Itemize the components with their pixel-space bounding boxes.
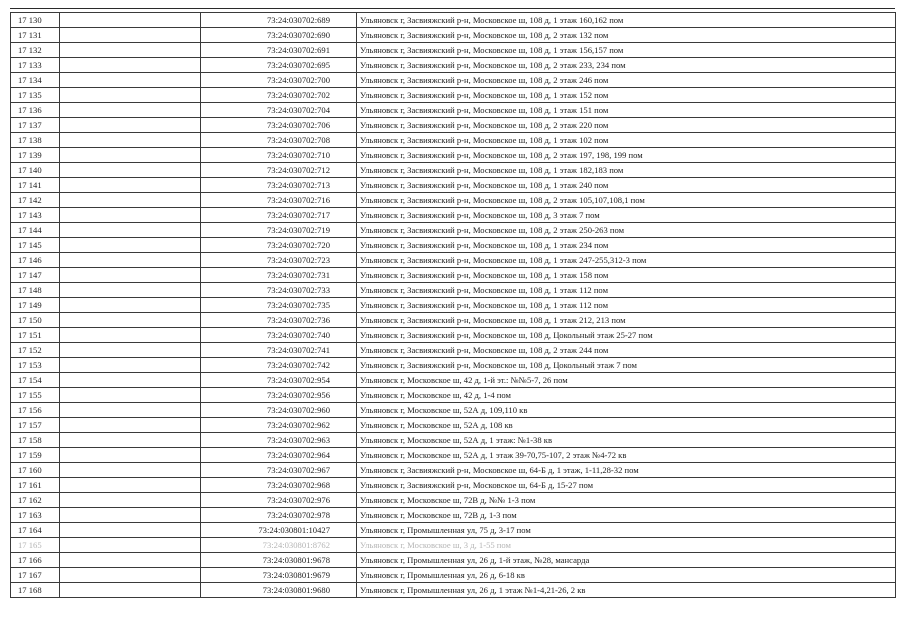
cadastral-number-cell: 73:24:030801:9680: [201, 583, 357, 598]
cadastral-number-cell: 73:24:030702:968: [201, 478, 357, 493]
address-cell: Ульяновск г, Засвияжский р-н, Московское ш, 108 д, 2 этаж 246 пом: [357, 73, 896, 88]
table-row: [11, 538, 896, 553]
address-cell: Ульяновск г, Московское ш, 52А д, 1 этаж 39-70,75-107, 2 этаж №4-72 кв: [357, 448, 896, 463]
empty-cell: [60, 253, 201, 268]
row-number-cell: 17 152: [11, 343, 60, 358]
cadastral-number-cell: 73:24:030702:719: [201, 223, 357, 238]
cadastral-number-cell: 73:24:030702:964: [201, 448, 357, 463]
cadastral-number-cell: 73:24:030702:741: [201, 343, 357, 358]
row-number-cell: 17 133: [11, 58, 60, 73]
cadastral-number-cell: 73:24:030801:9679: [201, 568, 357, 583]
row-number-cell: 17 164: [11, 523, 60, 538]
empty-cell: [60, 88, 201, 103]
table-row: [11, 358, 896, 373]
empty-cell: [60, 403, 201, 418]
address-cell: Ульяновск г, Засвияжский р-н, Московское ш, 108 д, 3 этаж 7 пом: [357, 208, 896, 223]
row-number-cell: 17 134: [11, 73, 60, 88]
address-cell: Ульяновск г, Московское ш, 42 д, 1-4 пом: [357, 388, 896, 403]
table-row: [11, 298, 896, 313]
table-row: [11, 388, 896, 403]
table-row: [11, 313, 896, 328]
property-registry-sheet: [10, 12, 896, 598]
row-number-cell: 17 143: [11, 208, 60, 223]
address-cell: Ульяновск г, Московское ш, 42 д, 1-й эт.: №№5-7, 26 пом: [357, 373, 896, 388]
address-cell: Ульяновск г, Промышленная ул, 75 д, 3-17 пом: [357, 523, 896, 538]
cadastral-number-cell: 73:24:030702:731: [201, 268, 357, 283]
table-row: [11, 463, 896, 478]
cadastral-number-cell: 73:24:030702:702: [201, 88, 357, 103]
table-row: [11, 523, 896, 538]
cadastral-number-cell: 73:24:030702:710: [201, 148, 357, 163]
empty-cell: [60, 208, 201, 223]
table-row: [11, 478, 896, 493]
table-row: [11, 553, 896, 568]
address-cell: Ульяновск г, Засвияжский р-н, Московское ш, 108 д, 2 этаж 132 пом: [357, 28, 896, 43]
cadastral-number-cell: 73:24:030702:740: [201, 328, 357, 343]
row-number-cell: 17 135: [11, 88, 60, 103]
address-cell: Ульяновск г, Засвияжский р-н, Московское ш, 108 д, 1 этаж 112 пом: [357, 283, 896, 298]
empty-cell: [60, 343, 201, 358]
cadastral-number-cell: 73:24:030702:720: [201, 238, 357, 253]
row-number-cell: 17 150: [11, 313, 60, 328]
empty-cell: [60, 118, 201, 133]
empty-cell: [60, 313, 201, 328]
cadastral-number-cell: 73:24:030801:9678: [201, 553, 357, 568]
address-cell: Ульяновск г, Засвияжский р-н, Московское ш, 108 д, 1 этаж 212, 213 пом: [357, 313, 896, 328]
row-number-cell: 17 141: [11, 178, 60, 193]
cadastral-number-cell: 73:24:030702:706: [201, 118, 357, 133]
address-cell: Ульяновск г, Засвияжский р-н, Московское ш, 108 д, 1 этаж 234 пом: [357, 238, 896, 253]
table-row: [11, 283, 896, 298]
empty-cell: [60, 103, 201, 118]
table-row: [11, 268, 896, 283]
address-cell: Ульяновск г, Промышленная ул, 26 д, 1-й этаж, №28, мансарда: [357, 553, 896, 568]
cadastral-number-cell: 73:24:030702:689: [201, 13, 357, 28]
cadastral-number-cell: 73:24:030702:691: [201, 43, 357, 58]
address-cell: Ульяновск г, Засвияжский р-н, Московское ш, 108 д, 2 этаж 197, 198, 199 пом: [357, 148, 896, 163]
property-registry-table: [10, 12, 896, 598]
table-row: [11, 343, 896, 358]
empty-cell: [60, 553, 201, 568]
cadastral-number-cell: 73:24:030702:742: [201, 358, 357, 373]
row-number-cell: 17 159: [11, 448, 60, 463]
address-cell: Ульяновск г, Засвияжский р-н, Московское ш, 108 д, 2 этаж 250-263 пом: [357, 223, 896, 238]
empty-cell: [60, 28, 201, 43]
row-number-cell: 17 149: [11, 298, 60, 313]
cadastral-number-cell: 73:24:030702:700: [201, 73, 357, 88]
address-cell: Ульяновск г, Засвияжский р-н, Московское ш, 108 д, 2 этаж 244 пом: [357, 343, 896, 358]
cadastral-number-cell: 73:24:030702:713: [201, 178, 357, 193]
row-number-cell: 17 162: [11, 493, 60, 508]
row-number-cell: 17 145: [11, 238, 60, 253]
empty-cell: [60, 463, 201, 478]
address-cell: Ульяновск г, Засвияжский р-н, Московское ш, 108 д, 1 этаж 182,183 пом: [357, 163, 896, 178]
table-row: [11, 238, 896, 253]
empty-cell: [60, 568, 201, 583]
address-cell: Ульяновск г, Промышленная ул, 26 д, 6-18 кв: [357, 568, 896, 583]
table-row: [11, 433, 896, 448]
address-cell: Ульяновск г, Засвияжский р-н, Московское ш, 108 д, 1 этаж 156,157 пом: [357, 43, 896, 58]
row-number-cell: 17 144: [11, 223, 60, 238]
cadastral-number-cell: 73:24:030702:717: [201, 208, 357, 223]
cadastral-number-cell: 73:24:030801:10427: [201, 523, 357, 538]
address-cell: Ульяновск г, Засвияжский р-н, Московское ш, 108 д, 1 этаж 160,162 пом: [357, 13, 896, 28]
row-number-cell: 17 142: [11, 193, 60, 208]
cadastral-number-cell: 73:24:030702:967: [201, 463, 357, 478]
empty-cell: [60, 43, 201, 58]
table-row: [11, 403, 896, 418]
row-number-cell: 17 148: [11, 283, 60, 298]
empty-cell: [60, 13, 201, 28]
cadastral-number-cell: 73:24:030702:956: [201, 388, 357, 403]
row-number-cell: 17 138: [11, 133, 60, 148]
table-row: [11, 568, 896, 583]
empty-cell: [60, 148, 201, 163]
address-cell: Ульяновск г, Засвияжский р-н, Московское ш, 108 д, 1 этаж 102 пом: [357, 133, 896, 148]
row-number-cell: 17 157: [11, 418, 60, 433]
row-number-cell: 17 130: [11, 13, 60, 28]
empty-cell: [60, 373, 201, 388]
table-row: [11, 133, 896, 148]
cadastral-number-cell: 73:24:030702:704: [201, 103, 357, 118]
table-row: [11, 583, 896, 598]
address-cell: Ульяновск г, Засвияжский р-н, Московское ш, 108 д, 1 этаж 247-255,312-3 пом: [357, 253, 896, 268]
cadastral-number-cell: 73:24:030702:962: [201, 418, 357, 433]
table-row: [11, 373, 896, 388]
cadastral-number-cell: 73:24:030702:708: [201, 133, 357, 148]
top-rule: [10, 8, 895, 9]
cadastral-number-cell: 73:24:030702:976: [201, 493, 357, 508]
empty-cell: [60, 133, 201, 148]
empty-cell: [60, 328, 201, 343]
address-cell: Ульяновск г, Засвияжский р-н, Московское ш, 64-Б д, 1 этаж, 1-11,28-32 пом: [357, 463, 896, 478]
row-number-cell: 17 140: [11, 163, 60, 178]
table-row: [11, 448, 896, 463]
row-number-cell: 17 155: [11, 388, 60, 403]
row-number-cell: 17 137: [11, 118, 60, 133]
cadastral-number-cell: 73:24:030702:954: [201, 373, 357, 388]
address-cell: Ульяновск г, Засвияжский р-н, Московское ш, 108 д, 1 этаж 112 пом: [357, 298, 896, 313]
address-cell: Ульяновск г, Московское ш, 72В д, №№ 1-3 пом: [357, 493, 896, 508]
table-row: [11, 58, 896, 73]
cadastral-number-cell: 73:24:030702:712: [201, 163, 357, 178]
address-cell: Ульяновск г, Московское ш, 52А д, 108 кв: [357, 418, 896, 433]
empty-cell: [60, 298, 201, 313]
address-cell: Ульяновск г, Московское ш, 72В д, 1-3 пом: [357, 508, 896, 523]
address-cell: Ульяновск г, Засвияжский р-н, Московское ш, 108 д, 1 этаж 158 пом: [357, 268, 896, 283]
table-row: [11, 208, 896, 223]
empty-cell: [60, 433, 201, 448]
row-number-cell: 17 151: [11, 328, 60, 343]
address-cell: Ульяновск г, Промышленная ул, 26 д, 1 этаж №1-4,21-26, 2 кв: [357, 583, 896, 598]
address-cell: Ульяновск г, Засвияжский р-н, Московское ш, 108 д, 1 этаж 151 пом: [357, 103, 896, 118]
empty-cell: [60, 193, 201, 208]
empty-cell: [60, 523, 201, 538]
table-row: [11, 493, 896, 508]
cadastral-number-cell: 73:24:030702:960: [201, 403, 357, 418]
cadastral-number-cell: 73:24:030702:723: [201, 253, 357, 268]
row-number-cell: 17 139: [11, 148, 60, 163]
address-cell: Ульяновск г, Засвияжский р-н, Московское ш, 108 д, 2 этаж 233, 234 пом: [357, 58, 896, 73]
address-cell: Ульяновск г, Московское ш, 3 д, 1-55 пом: [357, 538, 896, 553]
row-number-cell: 17 147: [11, 268, 60, 283]
cadastral-number-cell: 73:24:030801:8762: [201, 538, 357, 553]
empty-cell: [60, 268, 201, 283]
empty-cell: [60, 58, 201, 73]
address-cell: Ульяновск г, Засвияжский р-н, Московское ш, 64-Б д, 15-27 пом: [357, 478, 896, 493]
address-cell: Ульяновск г, Московское ш, 52А д, 109,110 кв: [357, 403, 896, 418]
empty-cell: [60, 223, 201, 238]
table-row: [11, 193, 896, 208]
table-row: [11, 253, 896, 268]
table-row: [11, 73, 896, 88]
address-cell: Ульяновск г, Московское ш, 52А д, 1 этаж: №1-38 кв: [357, 433, 896, 448]
table-row: [11, 178, 896, 193]
row-number-cell: 17 154: [11, 373, 60, 388]
row-number-cell: 17 136: [11, 103, 60, 118]
row-number-cell: 17 163: [11, 508, 60, 523]
empty-cell: [60, 418, 201, 433]
empty-cell: [60, 283, 201, 298]
table-row: [11, 103, 896, 118]
table-row: [11, 118, 896, 133]
empty-cell: [60, 583, 201, 598]
table-row: [11, 88, 896, 103]
registry-rows: [11, 13, 896, 598]
empty-cell: [60, 238, 201, 253]
address-cell: Ульяновск г, Засвияжский р-н, Московское ш, 108 д, Цокольный этаж 25-27 пом: [357, 328, 896, 343]
table-row: [11, 13, 896, 28]
cadastral-number-cell: 73:24:030702:963: [201, 433, 357, 448]
empty-cell: [60, 178, 201, 193]
empty-cell: [60, 388, 201, 403]
cadastral-number-cell: 73:24:030702:733: [201, 283, 357, 298]
row-number-cell: 17 146: [11, 253, 60, 268]
row-number-cell: 17 166: [11, 553, 60, 568]
table-row: [11, 508, 896, 523]
empty-cell: [60, 448, 201, 463]
row-number-cell: 17 153: [11, 358, 60, 373]
empty-cell: [60, 538, 201, 553]
cadastral-number-cell: 73:24:030702:978: [201, 508, 357, 523]
empty-cell: [60, 73, 201, 88]
empty-cell: [60, 508, 201, 523]
table-row: [11, 328, 896, 343]
row-number-cell: 17 156: [11, 403, 60, 418]
cadastral-number-cell: 73:24:030702:735: [201, 298, 357, 313]
address-cell: Ульяновск г, Засвияжский р-н, Московское ш, 108 д, 2 этаж 105,107,108,1 пом: [357, 193, 896, 208]
row-number-cell: 17 131: [11, 28, 60, 43]
row-number-cell: 17 158: [11, 433, 60, 448]
table-row: [11, 148, 896, 163]
cadastral-number-cell: 73:24:030702:736: [201, 313, 357, 328]
row-number-cell: 17 167: [11, 568, 60, 583]
address-cell: Ульяновск г, Засвияжский р-н, Московское ш, 108 д, 2 этаж 220 пом: [357, 118, 896, 133]
cadastral-number-cell: 73:24:030702:716: [201, 193, 357, 208]
cadastral-number-cell: 73:24:030702:695: [201, 58, 357, 73]
address-cell: Ульяновск г, Засвияжский р-н, Московское ш, 108 д, 1 этаж 152 пом: [357, 88, 896, 103]
table-row: [11, 418, 896, 433]
row-number-cell: 17 168: [11, 583, 60, 598]
empty-cell: [60, 358, 201, 373]
row-number-cell: 17 165: [11, 538, 60, 553]
table-row: [11, 43, 896, 58]
row-number-cell: 17 161: [11, 478, 60, 493]
table-row: [11, 163, 896, 178]
cadastral-number-cell: 73:24:030702:690: [201, 28, 357, 43]
address-cell: Ульяновск г, Засвияжский р-н, Московское ш, 108 д, 1 этаж 240 пом: [357, 178, 896, 193]
row-number-cell: 17 132: [11, 43, 60, 58]
table-row: [11, 28, 896, 43]
empty-cell: [60, 493, 201, 508]
address-cell: Ульяновск г, Засвияжский р-н, Московское ш, 108 д, Цокольный этаж 7 пом: [357, 358, 896, 373]
table-row: [11, 223, 896, 238]
row-number-cell: 17 160: [11, 463, 60, 478]
empty-cell: [60, 478, 201, 493]
empty-cell: [60, 163, 201, 178]
